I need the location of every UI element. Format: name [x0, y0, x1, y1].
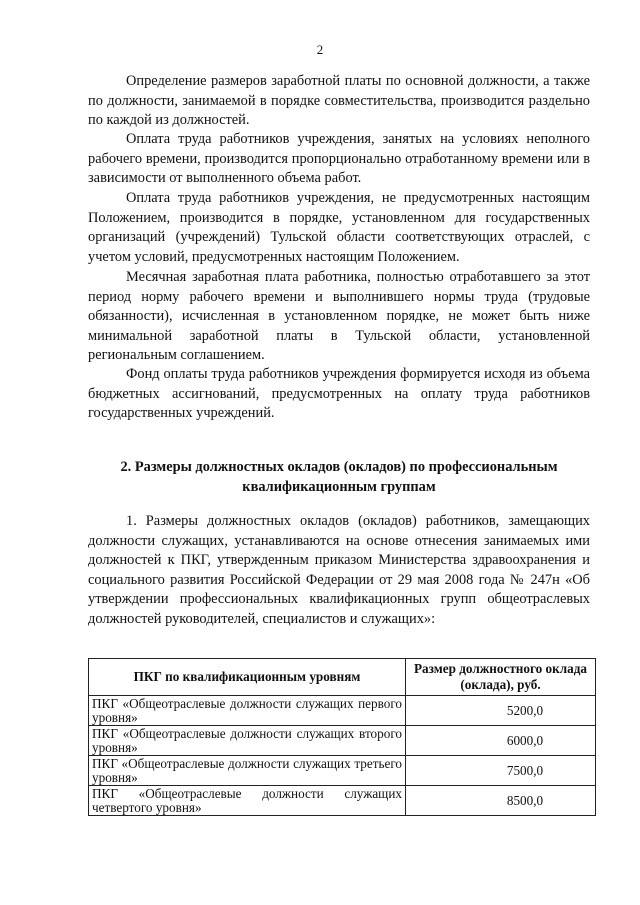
paragraph-payroll-fund: Фонд оплаты труда работников учреждения формируется исходя из объема бюджетных ассигнований, предусмотренных на оплату труда работников государственных учреждений. [88, 366, 590, 421]
table-cell-salary: 6000,0 [406, 726, 596, 756]
group-label: ПКГ «Общеотраслевые должности служащих четвертого уровня» [92, 785, 402, 815]
table-cell-salary: 7500,0 [406, 756, 596, 786]
table-cell-group [89, 756, 406, 786]
table-header-row [89, 659, 596, 696]
column-header-group: ПКГ по квалификационным уровням [89, 659, 406, 696]
table-cell-salary: 5200,0 [406, 696, 596, 726]
table-row [89, 696, 596, 726]
table-row [89, 726, 596, 756]
table-cell-group [89, 726, 406, 756]
group-label: ПКГ «Общеотраслевые должности служащих первого уровня» [92, 695, 402, 725]
table-cell-group [89, 696, 406, 726]
group-label: ПКГ «Общеотраслевые должности служащих второго уровня» [92, 725, 402, 755]
table-row [89, 756, 596, 786]
section-heading: 2. Размеры должностных окладов (окладов) по профессиональным квалификационным группам [120, 459, 558, 495]
page-number: 2 [316, 42, 324, 57]
paragraph-other-workers-pay: Оплата труда работников учреждения, не предусмотренных настоящим Положением, производится в порядке, установленном для государственных организаций (учреждений) Тульской области соответствующих отраслей, с учетом условий, предусмотренных настоящим Положением. [88, 190, 590, 265]
paragraph-salary-determination: Определение размеров заработной платы по основной должности, а также по должности, занимаемой в порядке совместительства, производится раздельно по каждой из должностей. [88, 73, 590, 128]
column-header-salary: Размер должностного оклада (оклада), руб. [406, 659, 596, 696]
table-cell-salary: 8500,0 [406, 786, 596, 816]
paragraph-salary-groups: 1. Размеры должностных окладов (окладов) работников, замещающих должности служащих, устанавливаются на основе отнесения занимаемых ими должностей к ПКГ, утвержденным приказом Министерства здравоохранения и социального развития Российской Федерации от 29 мая 2008 года № 247н «Об утверждении профессиональных квалификационных групп общеотраслевых должностей руководителей, специалистов и служащих»: [88, 513, 590, 627]
group-label: ПКГ «Общеотраслевые должности служащих третьего уровня» [92, 755, 402, 785]
salary-table [88, 658, 596, 816]
paragraph-part-time-pay: Оплата труда работников учреждения, занятых на условиях неполного рабочего времени, производится пропорционально отработанному времени или в зависимости от выполненного объема работ. [88, 131, 590, 186]
paragraph-minimum-wage: Месячная заработная плата работника, полностью отработавшего за этот период норму рабочего времени и выполнившего нормы труда (трудовые обязанности), исчисленная в установленном порядке, не может быть ниже минимальной заработной платы в Тульской области, установленной региональным соглашением. [88, 269, 590, 363]
table-cell-group [89, 786, 406, 816]
table-row [89, 786, 596, 816]
